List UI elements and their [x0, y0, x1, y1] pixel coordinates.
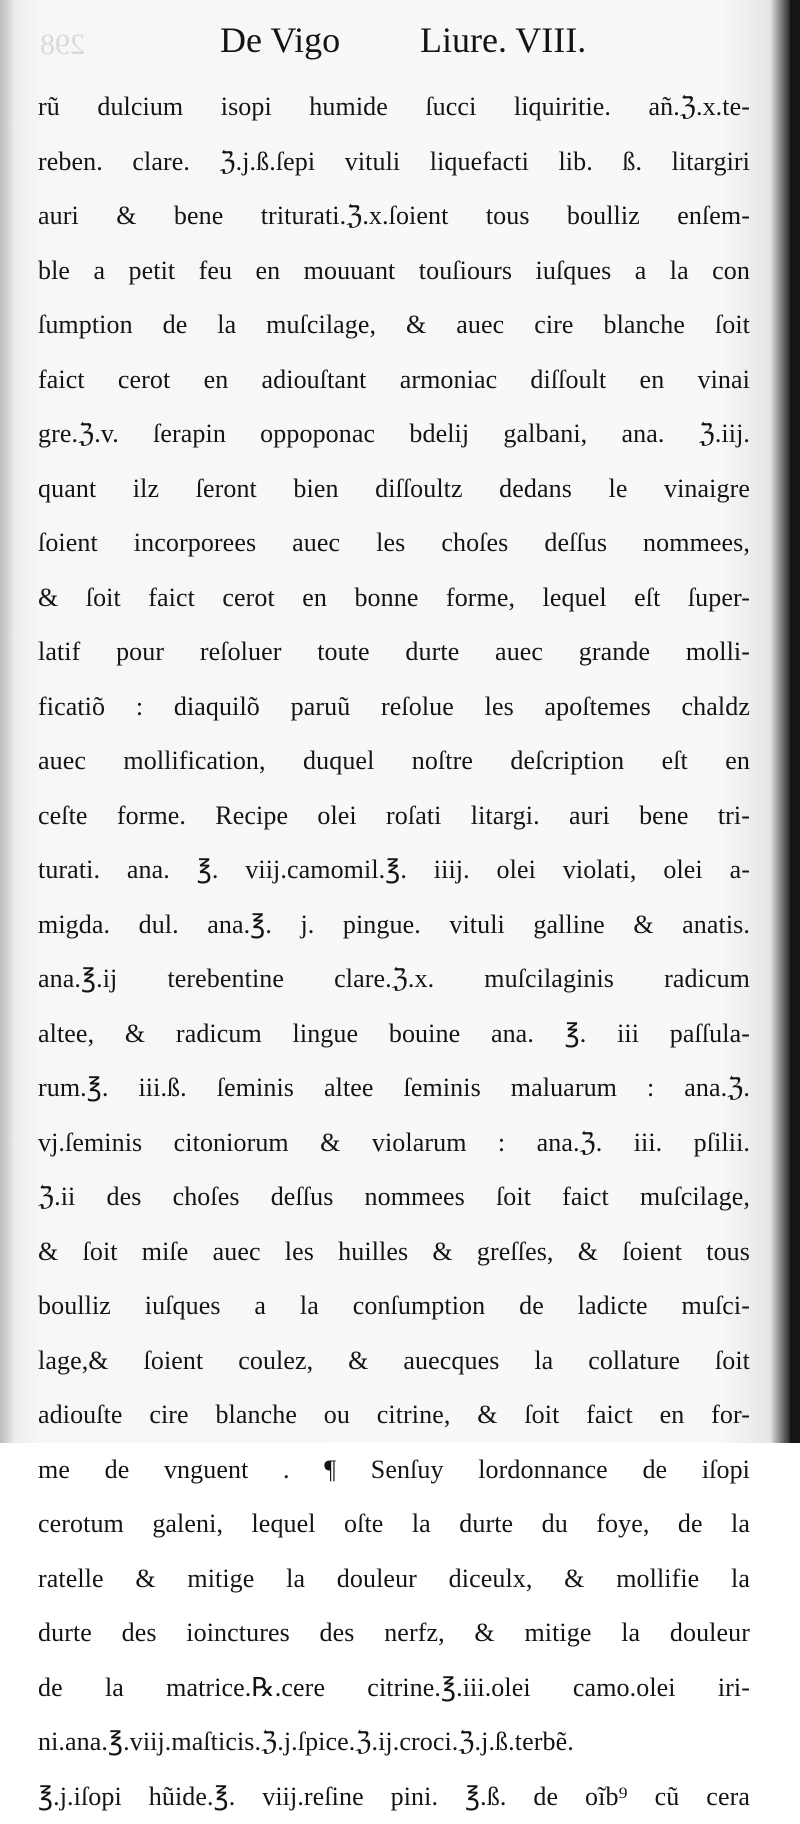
- text-line: & ſoit miſe auec les huilles & greſſes, & ſoient tous: [38, 1225, 750, 1280]
- text-line: quant ilz ſeront bien diſſoultz dedans le vinaigre: [38, 462, 750, 517]
- text-line: ℨ.ii des choſes deſſus nommees ſoit faict muſcilage,: [38, 1170, 750, 1225]
- running-header: [210, 14, 630, 66]
- text-line: lage,& ſoient coulez, & auecques la collature ſoit: [38, 1334, 750, 1389]
- text-line: latif pour reſoluer toute durte auec grande molli-: [38, 625, 750, 680]
- text-line: cerotum galeni, lequel oſte la durte du foye, de la: [38, 1497, 750, 1552]
- body-text: [38, 80, 750, 1824]
- text-line: ceſte forme. Recipe olei roſati litargi. auri bene tri-: [38, 789, 750, 844]
- page-gutter-shadow: [0, 0, 14, 1443]
- text-line: rũ dulcium isopi humide ſucci liquiritie. añ.ℨ.x.te-: [38, 80, 750, 135]
- bleed-through-page-number: 298: [40, 28, 85, 62]
- text-line: ficatiõ : diaquilõ paruũ reſolue les apoſtemes chaldz: [38, 680, 750, 735]
- text-line: auri & bene triturati.ℨ.x.ſoient tous boulliz enſem-: [38, 189, 750, 244]
- text-line: faict cerot en adiouſtant armoniac diſſoult en vinai: [38, 353, 750, 408]
- text-line: ℥.j.iſopi hũide.℥. viij.reſine pini. ℥.ß. de oĩb⁹ cũ cera: [38, 1770, 750, 1824]
- text-line: ratelle & mitige la douleur diceulx, & mollifie la: [38, 1552, 750, 1607]
- text-line: ni.ana.℥.viij.maſticis.ℨ.j.ſpice.ℨ.ij.croci.ℨ.j.ß.terbẽ.: [38, 1715, 750, 1770]
- text-line: ble a petit feu en mouuant touſiours iuſques a la con: [38, 244, 750, 299]
- text-line: de la matrice.℞.cere citrine.℥.iii.olei camo.olei iri-: [38, 1661, 750, 1716]
- page-edge-dark: [790, 0, 800, 1443]
- text-line: ſoient incorporees auec les choſes deſſus nommees,: [38, 516, 750, 571]
- header-author: De Vigo: [220, 14, 340, 66]
- header-book-number: Liure. VIII.: [420, 14, 586, 66]
- text-line: rum.℥. iii.ß. ſeminis altee ſeminis maluarum : ana.ℨ.: [38, 1061, 750, 1116]
- text-line: adiouſte cire blanche ou citrine, & ſoit faict en for-: [38, 1388, 750, 1443]
- text-line: turati. ana. ℥. viij.camomil.℥. iiij. olei violati, olei a-: [38, 843, 750, 898]
- text-line: ſumption de la muſcilage, & auec cire blanche ſoit: [38, 298, 750, 353]
- text-line: altee, & radicum lingue bouine ana. ℥. iii paſſula-: [38, 1007, 750, 1062]
- text-line: migda. dul. ana.℥. j. pingue. vituli galline & anatis.: [38, 898, 750, 953]
- text-line: reben. clare. ℨ.j.ß.ſepi vituli liquefacti lib. ß. litargiri: [38, 135, 750, 190]
- text-line: vj.ſeminis citoniorum & violarum : ana.ℨ. iii. pſilii.: [38, 1116, 750, 1171]
- text-line: & ſoit faict cerot en bonne forme, lequel eſt ſuper-: [38, 571, 750, 626]
- text-line: durte des ioinctures des nerfz, & mitige la douleur: [38, 1606, 750, 1661]
- text-line: auec mollification, duquel noſtre deſcription eſt en: [38, 734, 750, 789]
- text-line: boulliz iuſques a la conſumption de ladicte muſci-: [38, 1279, 750, 1334]
- text-line: me de vnguent . ¶ Senſuy lordonnance de iſopi: [38, 1443, 750, 1498]
- text-line: gre.ℨ.v. ſerapin oppoponac bdelij galbani, ana. ℨ.iij.: [38, 407, 750, 462]
- text-line: ana.℥.ij terebentine clare.ℨ.x. muſcilaginis radicum: [38, 952, 750, 1007]
